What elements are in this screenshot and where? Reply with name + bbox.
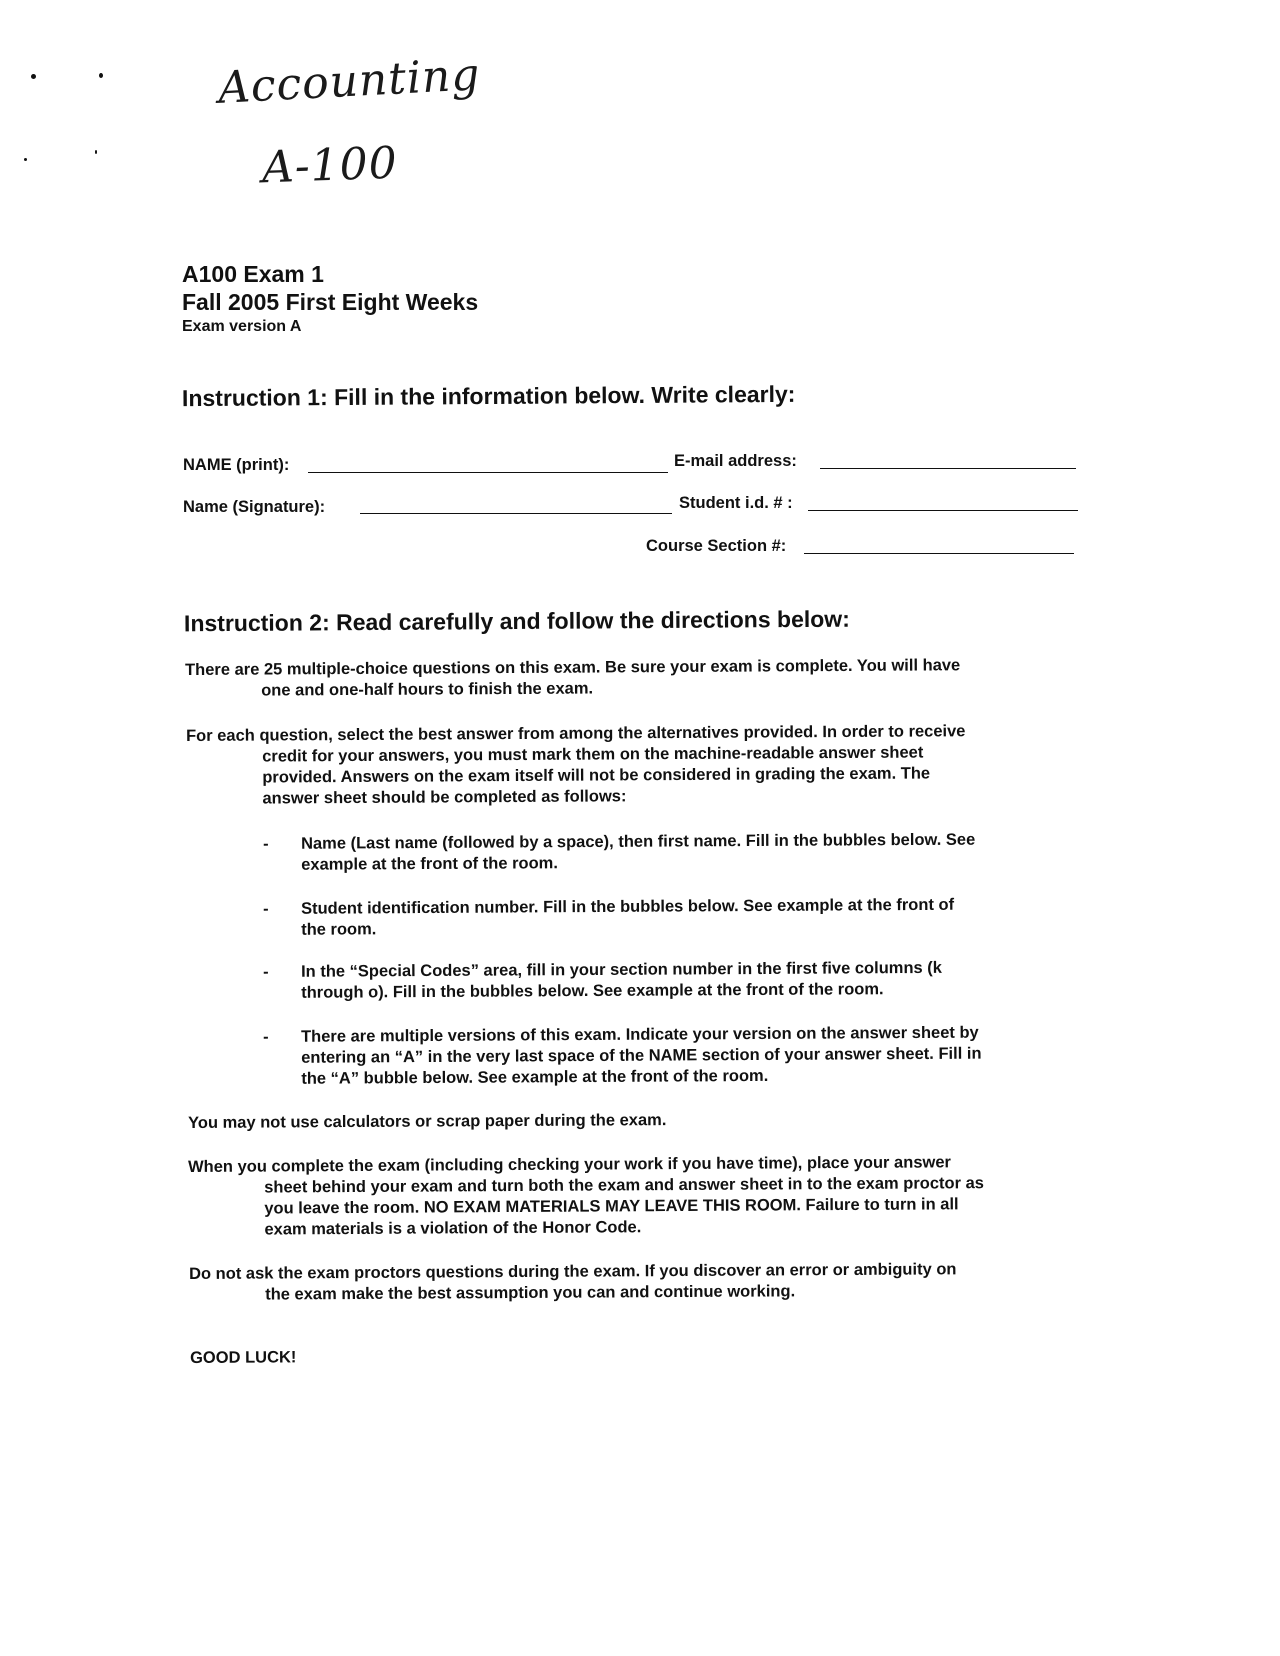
paragraph-line: one and one-half hours to finish the exam.	[261, 679, 594, 700]
list-item	[263, 829, 1103, 878]
student-id-field[interactable]	[808, 510, 1078, 511]
bullet-dash: -	[263, 834, 269, 853]
paragraph-line: sheet behind your exam and turn both the exam and answer sheet in to the exam proctor as	[264, 1174, 984, 1197]
handwritten-course-name: Accounting	[216, 49, 482, 114]
name-signature-label: Name (Signature):	[183, 498, 326, 516]
paragraph-submission	[188, 1152, 1088, 1241]
scan-speck	[95, 150, 97, 154]
bullet-line: entering an “A” in the very last space of the NAME section of your answer sheet. Fill in	[301, 1044, 982, 1067]
paragraph-no-calculators	[188, 1108, 1088, 1134]
name-print-field[interactable]	[308, 472, 668, 473]
exam-header	[182, 260, 478, 338]
list-item	[263, 957, 1103, 1006]
student-id-label: Student i.d. # :	[679, 494, 793, 512]
scan-speck	[99, 73, 103, 78]
paragraph-line: Do not ask the exam proctors questions during the exam. If you discover an error or ambiguity on	[189, 1260, 957, 1283]
bullet-line: the room.	[301, 920, 377, 939]
paragraph-line: exam materials is a violation of the Honor Code.	[264, 1218, 642, 1239]
closing-text	[190, 1343, 1090, 1369]
paragraph-line: You may not use calculators or scrap paper during the exam.	[188, 1111, 667, 1132]
paragraph-line: There are 25 multiple-choice questions on this exam. Be sure your exam is complete. You will have	[185, 656, 961, 679]
bullet-line: In the “Special Codes” area, fill in your section number in the first five columns (k	[301, 958, 942, 981]
paragraph-line: you leave the room. NO EXAM MATERIALS MAY LEAVE THIS ROOM. Failure to turn in all	[264, 1195, 959, 1218]
bullet-dash: -	[263, 1027, 269, 1046]
name-signature-field[interactable]	[360, 513, 672, 514]
paragraph-line: the exam make the best assumption you can and continue working.	[265, 1282, 796, 1304]
bullet-line: Student identification number. Fill in the bubbles below. See example at the front of	[301, 895, 955, 918]
bullet-line: Name (Last name (followed by a space), then first name. Fill in the bubbles below. See	[301, 830, 976, 853]
course-section-label: Course Section #:	[646, 537, 787, 555]
paragraph-answer-sheet	[186, 721, 1086, 810]
list-item	[263, 894, 1103, 943]
name-print-label: NAME (print):	[183, 456, 290, 474]
bullet-line: the “A” bubble below. See example at the front of the room.	[301, 1066, 769, 1088]
instruction-2-heading: Instruction 2: Read carefully and follow the directions below:	[183, 605, 850, 637]
instruction-1-heading: Instruction 1: Fill in the information below. Write clearly:	[181, 380, 796, 412]
email-field[interactable]	[820, 468, 1076, 469]
scan-speck	[31, 74, 36, 79]
email-label: E-mail address:	[674, 452, 797, 470]
bullet-line: example at the front of the room.	[301, 854, 558, 874]
list-item	[263, 1022, 1103, 1093]
bullet-line: through o). Fill in the bubbles below. See example at the front of the room.	[301, 980, 884, 1002]
exam-term: Fall 2005 First Eight Weeks	[182, 289, 479, 315]
scan-speck	[24, 158, 27, 161]
exam-version: Exam version A	[182, 318, 302, 335]
handwritten-course-code: A-100	[261, 137, 399, 194]
paragraph-line: For each question, select the best answer from among the alternatives provided. In order to receive	[186, 722, 966, 745]
exam-title: A100 Exam 1	[182, 261, 324, 287]
paragraph-line: provided. Answers on the exam itself will not be considered in grading the exam. The	[262, 764, 931, 787]
bullet-line: There are multiple versions of this exam. Indicate your version on the answer sheet by	[301, 1023, 979, 1046]
paragraph-line: When you complete the exam (including checking your work if you have time), place your answer	[188, 1153, 951, 1176]
bullet-dash: -	[263, 962, 269, 981]
good-luck-label: GOOD LUCK!	[190, 1348, 297, 1367]
paragraph-line: answer sheet should be completed as follows:	[262, 787, 627, 808]
paragraph-line: credit for your answers, you must mark them on the machine-readable answer sheet	[262, 743, 924, 766]
bullet-dash: -	[263, 899, 269, 918]
paragraph-question-count	[185, 655, 1085, 702]
course-section-field[interactable]	[804, 553, 1074, 554]
paragraph-proctors	[189, 1259, 1089, 1306]
